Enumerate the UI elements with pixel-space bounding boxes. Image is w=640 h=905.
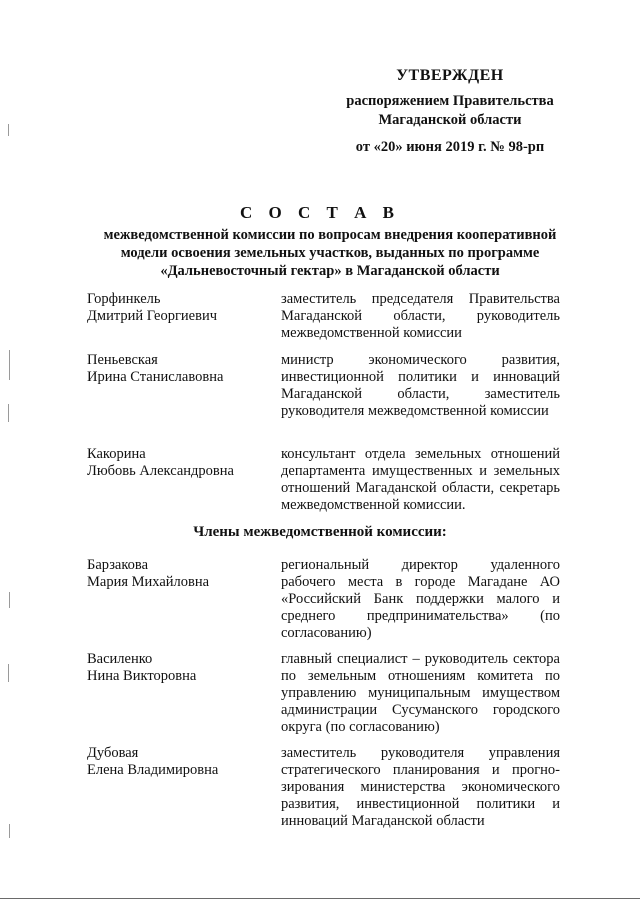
person-role: главный специалист – руководитель сектора по земельным отношениям комитета по управлению муниципальным имуществом администрации Сусуманского городского округа (по согласованию) (281, 651, 560, 735)
person-given-name: Мария Михайловна (87, 574, 210, 590)
person-surname: Пеньевская (87, 352, 158, 368)
person-role: консультант отдела земельных отношений департамента имущественных и земельных отношений Магаданской области, секретарь межведомственной комиссии. (281, 446, 560, 513)
scan-mark (8, 124, 9, 136)
person-name (87, 446, 272, 480)
person-given-name: Елена Владимировна (87, 762, 219, 778)
person-name (87, 352, 272, 386)
scan-mark (8, 404, 9, 422)
person-surname: Какорина (87, 446, 146, 462)
person-name (87, 745, 272, 779)
person-role: заместитель председателя Правительства Магаданской области, руководитель межведомственной комиссии (281, 291, 560, 341)
person-surname: Горфинкель (87, 291, 161, 307)
subtitle-line: межведомственной комиссии по вопросам внедрения кооперативной (103, 227, 557, 243)
person-name (87, 651, 272, 685)
person-role: министр экономического развития, инвестиционной политики и инноваций Магаданской области, заместитель руководителя межведомственной комиссии (281, 352, 560, 419)
person-given-name: Нина Викторовна (87, 668, 197, 684)
person-given-name: Дмитрий Георгиевич (87, 308, 217, 324)
person-name (87, 291, 272, 325)
person-surname: Василенко (87, 651, 153, 667)
person-role: региональный директор удаленного рабочего места в городе Магадане АО «Российский Банк поддержки малого и среднего предпринимательства» (по согласованию) (281, 557, 560, 641)
document-title: С О С Т А В (240, 203, 400, 222)
person-surname: Барзакова (87, 557, 149, 573)
approval-title: УТВЕРЖДЕН (396, 67, 504, 84)
scan-mark (8, 664, 9, 682)
scan-mark (9, 350, 10, 380)
bottom-border (0, 898, 640, 899)
document-subtitle (80, 226, 580, 280)
person-given-name: Ирина Станиславовна (87, 369, 224, 385)
approval-date: от «20» июня 2019 г. № 98-рп (355, 139, 545, 155)
scan-mark (9, 592, 10, 608)
person-name (87, 557, 272, 591)
person-surname: Дубовая (87, 745, 139, 761)
subtitle-line: модели освоения земельных участков, выданных по программе (120, 245, 540, 261)
approval-line-2: Магаданской области (378, 112, 522, 128)
members-heading: Члены межведомственной комиссии: (193, 524, 447, 540)
approval-line-1: распоряжением Правительства (346, 93, 554, 109)
scan-mark (9, 824, 10, 838)
approval-stamp (330, 66, 570, 157)
person-role: заместитель руководителя управления стратегического планирования и прогно-зирования министерства экономического развития, инвестиционной политики и инноваций Магаданской области (281, 745, 560, 829)
person-given-name: Любовь Александровна (87, 463, 234, 479)
subtitle-line: «Дальневосточный гектар» в Магаданской области (160, 263, 500, 279)
